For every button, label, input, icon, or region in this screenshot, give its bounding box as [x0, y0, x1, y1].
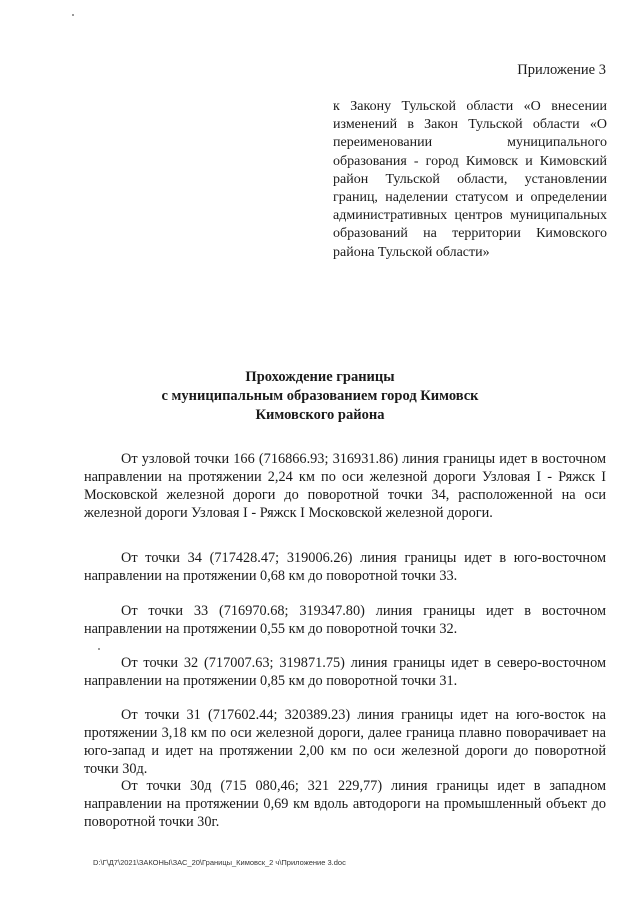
paragraph-point-31: От точки 31 (717602.44; 320389.23) линия границы идет на юго-восток на протяжении 3,18 км по оси железной дороги, далее граница плавно поворачивает на юго-запад и идет на протяжении 2,00 км по оси железной дороги до поворотной точки 30д.: [84, 707, 606, 778]
paragraph-point-166: От узловой точки 166 (716866.93; 316931.86) линия границы идет в восточном направлении на протяжении 2,24 км по оси железной дороги Узловая I - Ряжск I Московской железной дороги до поворотной точки 34, расположенной на оси железной дороги Узловая I - Ряжск I Московской железной дороги.: [84, 451, 606, 522]
scan-speck: [72, 14, 74, 16]
title-line-1: Прохождение границы: [245, 369, 395, 385]
paragraph-point-32: От точки 32 (717007.63; 319871.75) линия границы идет в северо-восточном направлении на протяжении 0,85 км до поворотной точки 31.: [84, 655, 606, 690]
title-line-3: Кимовского района: [255, 407, 385, 423]
file-path-footer: D:\Г\Д7\2021\ЗАКОНЫ\ЗАС_20\Границы_Кимовск_2 ч\Приложение 3.doc: [93, 858, 346, 867]
paragraph-point-33: От точки 33 (716970.68; 319347.80) линия границы идет в восточном направлении на протяжении 0,55 км до поворотной точки 32.: [84, 603, 606, 638]
appendix-label: Приложение 3: [517, 62, 606, 78]
title-line-2: с муниципальным образованием город Кимовск: [161, 388, 479, 404]
scan-speck: [98, 648, 100, 650]
document-title: [0, 368, 640, 425]
law-reference: к Закону Тульской области «О внесении изменений в Закон Тульской области «О переименовании муниципального образования - город Кимовск и Кимовский район Тульской области, установлении границ, наделении статусом и определении административных центров муниципальных образований на территории Кимовского района Тульской области»: [333, 99, 607, 260]
paragraph-point-30d: От точки 30д (715 080,46; 321 229,77) линия границы идет в западном направлении на протяжении 0,69 км вдоль автодороги на промышленный объект до поворотной точки 30г.: [84, 778, 606, 831]
paragraph-point-34: От точки 34 (717428.47; 319006.26) линия границы идет в юго-восточном направлении на протяжении 0,68 км до поворотной точки 33.: [84, 550, 606, 585]
